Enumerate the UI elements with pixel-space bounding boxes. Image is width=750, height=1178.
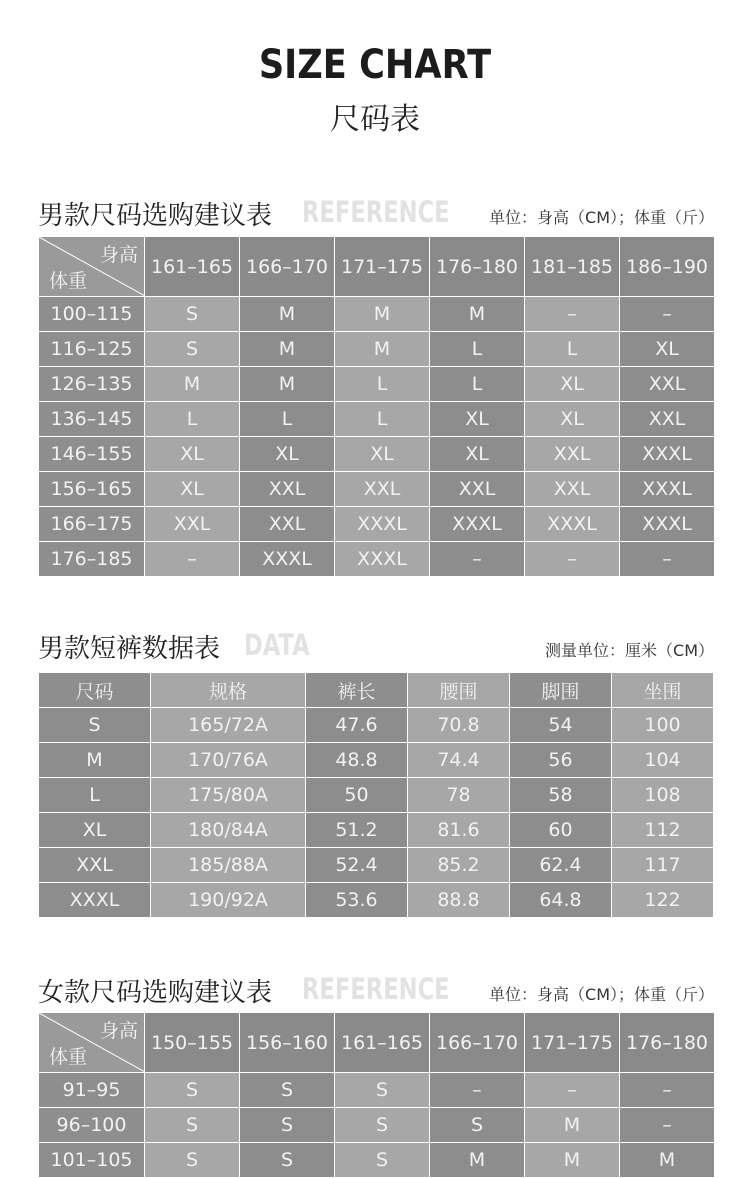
table-cell: – [145,542,240,577]
table-cell: XXXL [620,437,715,472]
row-header: 136–145 [39,402,145,437]
table-cell: M [335,332,430,367]
corner-height-label: 身高 [99,1020,138,1042]
column-header: 166–170 [240,237,335,297]
header-row [39,673,714,708]
table-cell: 58 [510,778,612,813]
column-header: 尺码 [39,673,151,708]
table-row [39,1108,715,1143]
corner-cell [39,237,145,297]
men-size-watermark: REFERENCE [302,195,450,229]
table-cell: XXL [620,367,715,402]
table-cell: XXL [525,437,620,472]
table-cell: M [525,1108,620,1143]
table-cell: 53.6 [306,883,408,918]
table-cell: – [525,542,620,577]
column-header: 坐围 [612,673,714,708]
table-row [39,472,715,507]
table-cell: S [145,297,240,332]
table-cell: XL [430,437,525,472]
table-cell: L [145,402,240,437]
table-cell: XXXL [525,507,620,542]
table-cell: S [145,1108,240,1143]
table-cell: 104 [612,743,714,778]
men-size-unit: 单位：身高（CM）；体重（斤） [489,208,714,227]
table-cell: 56 [510,743,612,778]
row-header: 101–105 [39,1143,145,1178]
table-row [39,1143,715,1178]
row-header: 176–185 [39,542,145,577]
size-chart-subtitle: 尺码表 [330,102,420,137]
corner-weight-label: 体重 [49,270,88,292]
table-cell: L [430,367,525,402]
table-cell: XL [335,437,430,472]
table-cell: XXL [145,507,240,542]
table-cell: M [430,297,525,332]
row-header: 91–95 [39,1073,145,1108]
column-header: 166–170 [430,1013,525,1073]
table-cell: XXL [335,472,430,507]
table-cell: – [430,1073,525,1108]
table-cell: XXXL [335,507,430,542]
table-cell: XXL [430,472,525,507]
table-cell: S [335,1108,430,1143]
table-cell: 180/84A [151,813,306,848]
men-shorts-unit: 测量单位：厘米（CM） [545,641,714,660]
column-header: 181–185 [525,237,620,297]
table-cell: S [240,1108,335,1143]
table-cell: S [240,1073,335,1108]
table-cell: 52.4 [306,848,408,883]
table-cell: XXL [240,507,335,542]
table-cell: XL [145,472,240,507]
column-header: 裤长 [306,673,408,708]
table-cell: 170/76A [151,743,306,778]
table-row [39,402,715,437]
table-cell: M [240,367,335,402]
row-header: 96–100 [39,1108,145,1143]
table-cell: XXL [620,402,715,437]
row-header: 146–155 [39,437,145,472]
table-cell: 112 [612,813,714,848]
row-header: 126–135 [39,367,145,402]
row-header: 116–125 [39,332,145,367]
column-header: 规格 [151,673,306,708]
table-cell: S [430,1108,525,1143]
men-shorts-header [38,628,714,668]
column-header: 156–160 [240,1013,335,1073]
table-cell: – [620,1108,715,1143]
table-row [39,367,715,402]
table-cell: 47.6 [306,708,408,743]
row-header: L [39,778,151,813]
table-cell: – [525,297,620,332]
table-cell: 117 [612,848,714,883]
table-row [39,297,715,332]
women-size-header [38,972,714,1012]
corner-height-label: 身高 [99,244,138,266]
row-header: 166–175 [39,507,145,542]
table-row [39,848,714,883]
table-cell: XL [430,402,525,437]
men-size-title: 男款尺码选购建议表 [38,201,273,231]
table-cell: 122 [612,883,714,918]
table-cell: 165/72A [151,708,306,743]
column-header: 161–165 [145,237,240,297]
corner-cell [39,1013,145,1073]
table-row [39,743,714,778]
row-header: M [39,743,151,778]
row-header: 100–115 [39,297,145,332]
men-shorts-title: 男款短裤数据表 [38,634,221,664]
table-cell: S [335,1073,430,1108]
table-cell: – [430,542,525,577]
table-cell: XL [145,437,240,472]
table-row [39,708,714,743]
table-cell: XL [620,332,715,367]
table-cell: M [620,1143,715,1178]
table-cell: XXXL [620,507,715,542]
table-cell: L [335,367,430,402]
table-cell: S [145,1073,240,1108]
table-cell: 60 [510,813,612,848]
table-cell: XXXL [240,542,335,577]
table-cell: XL [525,402,620,437]
table-cell: XXL [240,472,335,507]
table-cell: L [240,402,335,437]
table-row [39,507,715,542]
table-cell: XXXL [620,472,715,507]
column-header: 186–190 [620,237,715,297]
table-cell: M [145,367,240,402]
table-cell: M [240,297,335,332]
table-cell: 50 [306,778,408,813]
table-cell: 51.2 [306,813,408,848]
table-cell: S [335,1143,430,1178]
table-cell: 108 [612,778,714,813]
table-cell: 88.8 [408,883,510,918]
column-header: 176–180 [620,1013,715,1073]
women-size-table [38,1012,715,1178]
corner-weight-label: 体重 [49,1046,88,1068]
column-header: 176–180 [430,237,525,297]
table-cell: 175/80A [151,778,306,813]
men-size-header [38,195,714,235]
column-header: 161–165 [335,1013,430,1073]
column-header: 171–175 [525,1013,620,1073]
table-cell: L [335,402,430,437]
table-cell: XXXL [335,542,430,577]
men-shorts-watermark: DATA [244,628,310,662]
women-size-unit: 单位：身高（CM）；体重（斤） [489,985,714,1004]
table-cell: S [145,1143,240,1178]
table-cell: – [620,297,715,332]
column-header: 150–155 [145,1013,240,1073]
table-cell: 85.2 [408,848,510,883]
table-cell: 81.6 [408,813,510,848]
table-row [39,1073,715,1108]
row-header: XXXL [39,883,151,918]
table-cell: – [620,542,715,577]
table-cell: XXXL [430,507,525,542]
column-header: 脚围 [510,673,612,708]
table-cell: S [240,1143,335,1178]
table-cell: XXL [525,472,620,507]
table-cell: 185/88A [151,848,306,883]
table-row [39,437,715,472]
table-cell: M [430,1143,525,1178]
table-row [39,542,715,577]
column-header: 171–175 [335,237,430,297]
table-cell: 48.8 [306,743,408,778]
size-chart-title: SIZE CHART [258,42,492,88]
men-shorts-table [38,672,714,918]
row-header: 156–165 [39,472,145,507]
table-cell: 54 [510,708,612,743]
table-cell: 62.4 [510,848,612,883]
table-cell: 70.8 [408,708,510,743]
row-header: XXL [39,848,151,883]
table-cell: S [145,332,240,367]
row-header: XL [39,813,151,848]
table-row [39,778,714,813]
table-row [39,883,714,918]
table-cell: 64.8 [510,883,612,918]
table-cell: – [525,1073,620,1108]
table-cell: M [240,332,335,367]
table-row [39,813,714,848]
table-cell: 78 [408,778,510,813]
table-cell: XL [240,437,335,472]
header-row [39,237,715,297]
table-cell: 100 [612,708,714,743]
women-size-watermark: REFERENCE [302,972,450,1006]
table-cell: M [525,1143,620,1178]
header-row [39,1013,715,1073]
table-cell: L [430,332,525,367]
men-size-table [38,236,715,577]
table-cell: 74.4 [408,743,510,778]
table-cell: – [620,1073,715,1108]
table-cell: 190/92A [151,883,306,918]
table-row [39,332,715,367]
table-cell: XL [525,367,620,402]
table-cell: M [335,297,430,332]
table-cell: L [525,332,620,367]
women-size-title: 女款尺码选购建议表 [38,978,273,1008]
column-header: 腰围 [408,673,510,708]
row-header: S [39,708,151,743]
